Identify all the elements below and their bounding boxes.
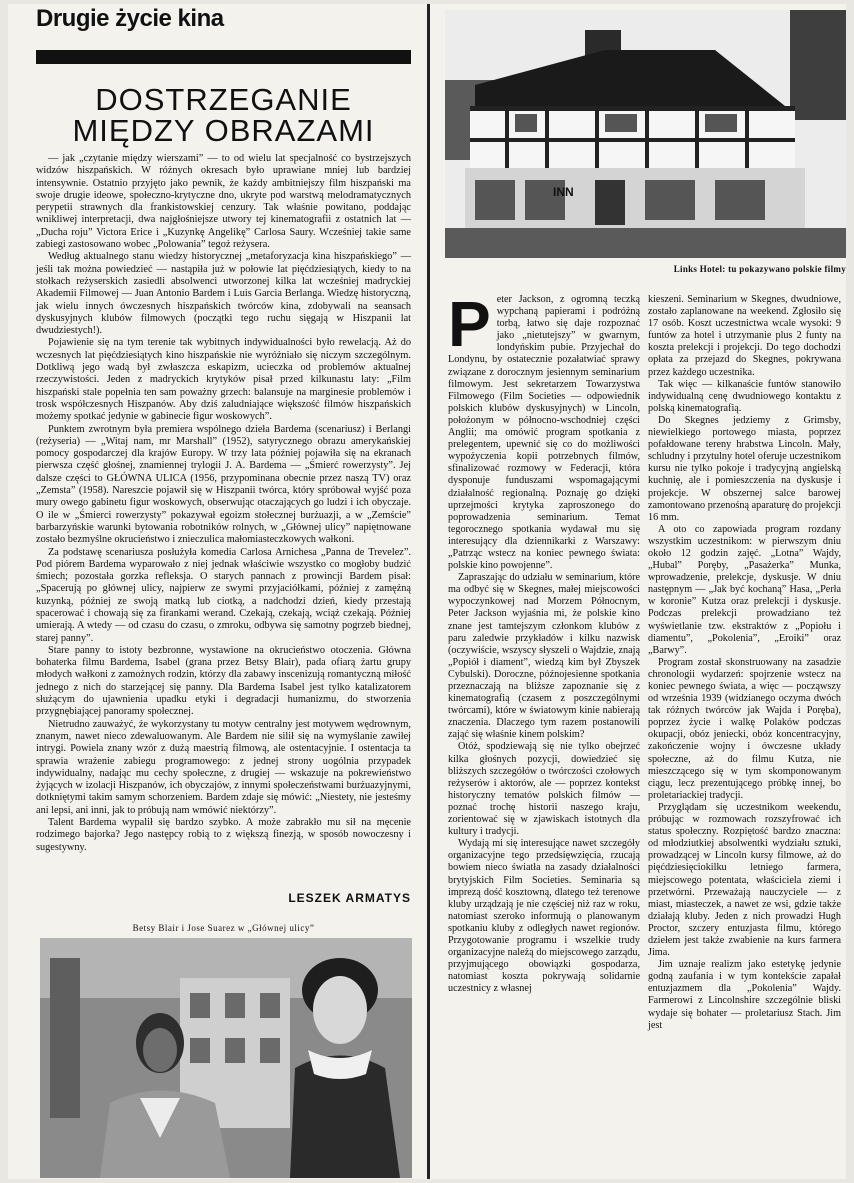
- title-rule: [36, 50, 411, 64]
- article-headline: DOSTRZEGANIE MIĘDZY OBRAZAMI: [72, 82, 375, 148]
- paragraph: Talent Bardema wypalił się bardzo szybko. A może zabrakło mu sił na męcenie rodzimego bajorka? Jego następcy robią to z większą finezją, w sposób nowoczesny i sugestywny.: [36, 817, 411, 853]
- paragraph: Tak więc — kilkanaście funtów stanowiło indywidualną cenę dwudniowego kontaktu z polską kinematografią.: [648, 378, 841, 414]
- paragraph: Jim uznaje realizm jako estetykę jedynie godną zaufania i w tym kontekście zapałał entuzjazmem dla „Pokolenia” Wajdy. Farmerowi z Lincolnshire szczególnie bliski wydaje się bohater — proletariusz Stach. Jim jest: [648, 959, 841, 1031]
- hotel-sign-text: INN: [553, 185, 574, 199]
- photo-caption-left: Betsy Blair i Jose Suarez w „Głównej ulicy”: [132, 923, 315, 933]
- paragraph: Do Skegnes jedziemy z Grimsby, niewielkiego portowego miasta, poprzez pofałdowane tereny hrabstwa Lincoln. Mały, schludny i przytulny hotel oferuje uczestnikom kursu nie tylko pokoje i tradycyjną angielską kuchnię, ale i pomieszczenia na dyskusje i projekcje. W obszernej salce barowej zamontowano przenośną aparaturę do projekcji 16 mm.: [648, 414, 841, 523]
- paragraph: Zapraszając do udziału w seminarium, które ma odbyć się w Skegnes, małej miejscowości wypoczynkowej nad Morzem Północnym, Peter Jackson wyjaśnia mi, że polskie kino znane jest tamtejszym członkom klubów z paru zaledwie przykładów i kilku nazwisk (oczywiście, wszyscy słyszeli o Wajdzie, znają „Popiół i diament”, wiedzą kim był Zbyszek Cybulski). Doroczne, późnojesienne spotkania przeznaczają na bliższe zapoznanie się z kinematografią (czasem z poszczególnymi twórcami), które w światowym kinie nabierają znaczenia. Dlaczego tym razem postanowili zająć się właśnie kinem polskim?: [448, 572, 640, 741]
- paragraph: — jak „czytanie między wierszami” — to od wielu lat specjalność co bystrzejszych widzów hiszpańskich. W różnych okresach było uprawiane mniej lub bardziej intensywnie. Ostatnio przyjęto jako pewnik, że każdy ambitniejszy film hiszpański ma swoje drugie ideowe, społeczno-krytyczne dno, ukryte pod warstwą melodramatycznych perypetii strawnych dla frankistowskiej cenzury. Tak właśnie powitano, poddając wnikliwej interpretacji, dwa najgłośniejsze utwory tej kinematografii z ostatnich lat — „Ducha roju” Victora Erice i „Kuzynkę Angelikę” Carlosa Saury. Wcześniej takie same zabiegi zastosowano wobec „Polowania” tegoż reżysera.: [36, 153, 411, 251]
- paragraph: kieszeni. Seminarium w Skegnes, dwudniowe, zostało zaplanowane na weekend. Zgłosiło się 17 osób. Koszt uczestnictwa wcale wysoki: 9 funtów za hotel i utrzymanie plus 2 funty na koszta prelekcji i projekcji. Do tego dochodzi opłata za przejazd do Skegnes, pokrywana przez każdego uczestnika.: [648, 294, 841, 378]
- paragraph-text: eter Jackson, z ogromną teczką wypchaną papierami i podróżną torbą, łatwo się daje rozpoznać jako „nietutejszy” w gwarnym, londyńskim pubie. Przyjechał do Londynu, by ostatecznie pozałatwiać sprawy związane z dorocznym jesiennym seminarium filmowym. Jest sekretarzem Towarzystwa Filmowego (Film Societies — odpowiednik polskich klubów dyskusyjnych) w Lincoln, położonym w północno-wschodniej części Anglii; ma omówić program spotkania z prelegentem, upewnić się co do możliwości wypożyczenia kopii potrzebnych filmów, sfinalizować rozmowy w Federacji, która dysponuje funduszami wspomagającymi działalność regionalną. Poznaję go dzięki uprzejmości krytyka zaproszonego do poprowadzenia seminarium. Temat tegorocznego spotkania wydawał mu się interesujący dla dziennikarki z Warszawy: „Patrząc wstecz na koniec pewnego świata: polskie kino powojenne”.: [448, 294, 640, 572]
- section-title: Drugie życie kina: [36, 5, 224, 32]
- paragraph: Za podstawę scenariusza posłużyła komedia Carlosa Arnichesa „Panna de Trevelez”. Pod piórem Bardema wyparowało z niej jednak właściwie wszystko co mogłoby budzić śmiech; pozostała gorzka refleksja. O starych pannach z prowincji Bardem pisał: „Spacerują po głównej ulicy, najpierw ze swymi przyjaciółkami, później z zamężną kuzynką, później ze swoją matką lub ciotką, a nadchodzi dzień, kiedy przestają spacerować i chowają się za firankami werand. Czekają, czekają, wciąż czekają. Później umierają. A wtedy — od czasu do czasu, o zmroku, odbywa się samotny pogrzeb biednej, starej panny”.: [36, 546, 411, 644]
- paragraph: Przyglądam się uczestnikom weekendu, próbując w rozmowach rozszyfrować ich status społeczny. Rozpiętość bardzo znaczna: od młodziutkiej absolwentki wydziału sztuki, prowadzącej w Lincoln kursy filmowe, aż do pięćdziesięciokilku letniego farmera, miejscowego potentata, właściciela ziemi i przetwórni. Przeważają nauczyciele — z miast, miasteczek, a nawet ze wsi, gdzie także działają kluby. Jeden z nich prowadzi Hugh Proctor, szczery entuzjasta filmu, którego dziełem jest także zwabienie na kurs farmera Jima.: [648, 801, 841, 959]
- paragraph: Pojawienie się na tym terenie tak wybitnych indywidualności było rewelacją. Aż do wczesnych lat pięćdziesiątych kino hiszpańskie nie wyróżniało się niczym szczególnym. Dotkliwą jego wadą był zwłaszcza eskapizm, ucieczka od problemów aktualnej rzeczywistości. Jeden z madryckich krytyków pisał przed kilkunastu laty: „Film hiszpański stale popełnia ten sam poważny grzech: balansuje na marginesie problemów i trosk współczesnych Hiszpanów. Aby dziś zaludniające większość filmów hiszpańskich możemy spotkać jedynie w gabinecie figur woskowych”.: [36, 337, 411, 423]
- film-still-photo: [40, 938, 412, 1178]
- paragraph: Otóż, spodziewają się nie tylko obejrzeć kilka głośnych pozycji, dowiedzieć się bliższych szczegółów o twórczości czołowych reżyserów i aktorów, ale — poprzez kontekst historyczny tematów polskich filmów — poznać trochę historii naszego kraju, zorientować się w zjawiskach istotnych dla kultury i tradycji.: [448, 741, 640, 838]
- left-article-body: [36, 153, 411, 854]
- paragraph: Stare panny to istoty bezbronne, wystawione na okrucieństwo otoczenia. Główna bohaterka filmu Bardema, Isabel (grana przez Betsy Blair), pada ofiarą żartu grupy młodych wałkoni z zamożnych rodzin, którzy dla zabawy inscenizują romantyczną miłość jednego z nich do starzejącej się panny. Dla Bardema Isabel jest tylko katalizatorem służącym do ujawnienia upadku etyki i degradacji humanizmu, do stworzenia przygnębiającej panoramy społecznej.: [36, 644, 411, 718]
- drop-cap-letter: P: [448, 288, 491, 360]
- hotel-photo: [445, 10, 846, 258]
- middle-article-body: [448, 288, 640, 995]
- paragraph: Nietrudno zauważyć, że wykorzystany tu motyw centralny jest motywem wędrownym, znanym, nawet nieco zdewaluowanym. Ale Bardem nie silił się na wymyślanie zawiłej intrygi. Powiela znany wzór z dużą maestrią filmową, ale ostentacyjnie. I ostentacja ta sprawia wrażenie zabiegu programowego: z jednej strony uogólnia przypadek indywidualny, nadając mu cechy społeczne, z drugiej — wskazuje na pokrewieństwo żyjących w izolacji Hiszpanów, ich obyczajów, z innymi społeczeństwami burżuazyjnymi, dotkniętymi takim samym schorzeniem. Bardem zdaje się mówić: „Niestety, nie jesteśmy ani lepsi, ani inni, jak to próbują nam wmówić niektórzy”.: [36, 718, 411, 816]
- author-byline: LESZEK ARMATYS: [288, 891, 411, 905]
- paragraph: Punktem zwrotnym była premiera wspólnego dzieła Bardema (scenariusz) i Berlangi (reżyseria) — „Witaj nam, mr Marshall” (1952), satyrycznego obrazu amerykańskiej pomocy gospodarczej dla krajów Europy. W trzy lata później pojawiła się na ekranach pierwsza część głośnej, znamiennej trylogii J. A. Bardema — „Śmierć rowerzysty”. Jej dalsze części to GŁÓWNA ULICA (1956, przypominana obecnie przez naszą TV) oraz „Zemsta” (1958). Nareszcie pojawił się w Hiszpanii twórca, który spróbował wyjść poza mury owego gabinetu figur woskowych, obserwując otaczających go ludzi i ich obyczaje. O ile w „Śmierci rowerzysty” pokazywał egoizm stołecznej burżuazji, a w „Zemście” barbarzyńskie warunki bytowania robotników rolnych, w „Głównej ulicy” napiętnowane zostało bezmyślne okrucieństwo i znieczulica małomiasteczkowych wałkoni.: [36, 423, 411, 546]
- paragraph: A oto co zapowiada program rozdany wszystkim uczestnikom: w pierwszym dniu około 12 godzin zajęć. „Lotna” Wajdy, „Hubal” Poręby, „Pasażerka” Munka, wprowadzenie, prelekcje, dyskusje. W dniu następnym — „Jak być kochaną” Hasa, „Perła w koronie” Kutza oraz prelekcji i dyskusje. Podczas prelekcji prowadziano też wyświetlanie tzw. ekstraktów z „Popiołu i diamentu”, „Pokolenia”, „Eroiki” oraz „Barwy”.: [648, 523, 841, 656]
- photo-caption-right: Links Hotel: tu pokazywano polskie filmy: [673, 264, 846, 274]
- paragraph: Wydają mi się interesujące nawet szczegóły organizacyjne tego przedsięwzięcia, rzucają bowiem nieco światła na zasady działalności brytyjskich Film Societies. Seminaria są imprezą dość kosztowną, dlatego też terenowe kluby urządzają je nie częściej niż raz w roku, natomiast szeroko informują o planowanym spotkaniu kluby z odległych nawet regionów. Przygotowanie programu i wszelkie trudy organizacyjne należą do miejscowego zarządu, przyjmującego obowiązki gospodarza, natomiast koszta pokrywają solidarnie uczestnicy z własnej: [448, 838, 640, 995]
- column-divider: [427, 4, 430, 1179]
- right-article-body: [648, 294, 841, 1032]
- magazine-page: [8, 4, 846, 1179]
- paragraph: Program został skonstruowany na zasadzie chronologii wydarzeń: spojrzenie wstecz na koniec pewnego świata, a więc — począwszy od września 1939 (widzianego oczyma dwóch tak różnych twórców jak Wajda i Poręba), poprzez życie i walkę Polaków podczas okupacji, obóz jeniecki, obóz koncentracyjny, zakończenie wojny i ówczesne układy społeczne, aż do filmu Kutza, nie mieszczącego się w tym skomponowanym ciągu, lecz prezentującego próbkę innej, bo proletariackiej tradycji.: [648, 656, 841, 801]
- paragraph-with-dropcap: [448, 288, 640, 572]
- paragraph: Według aktualnego stanu wiedzy historycznej „metaforyzacja kina hiszpańskiego” — jeśli tak można powiedzieć — nastąpiła już w połowie lat pięćdziesiątych, kiedy to na stołkach reżyserskich zasiedli absolwenci utworzonej kilka lat wcześniej madryckiej Akademii Filmowej — Juan Antonio Bardem i Luis Garcia Berlanga. Wiedzę historyczną, jak wielu innych ówczesnych hiszpańskich twórców kina, zdobywali na seansach dyskusyjnych klubów filmowych (początki tego ruchu sięgają w Hiszpanii lat dwudziestych!).: [36, 251, 411, 337]
